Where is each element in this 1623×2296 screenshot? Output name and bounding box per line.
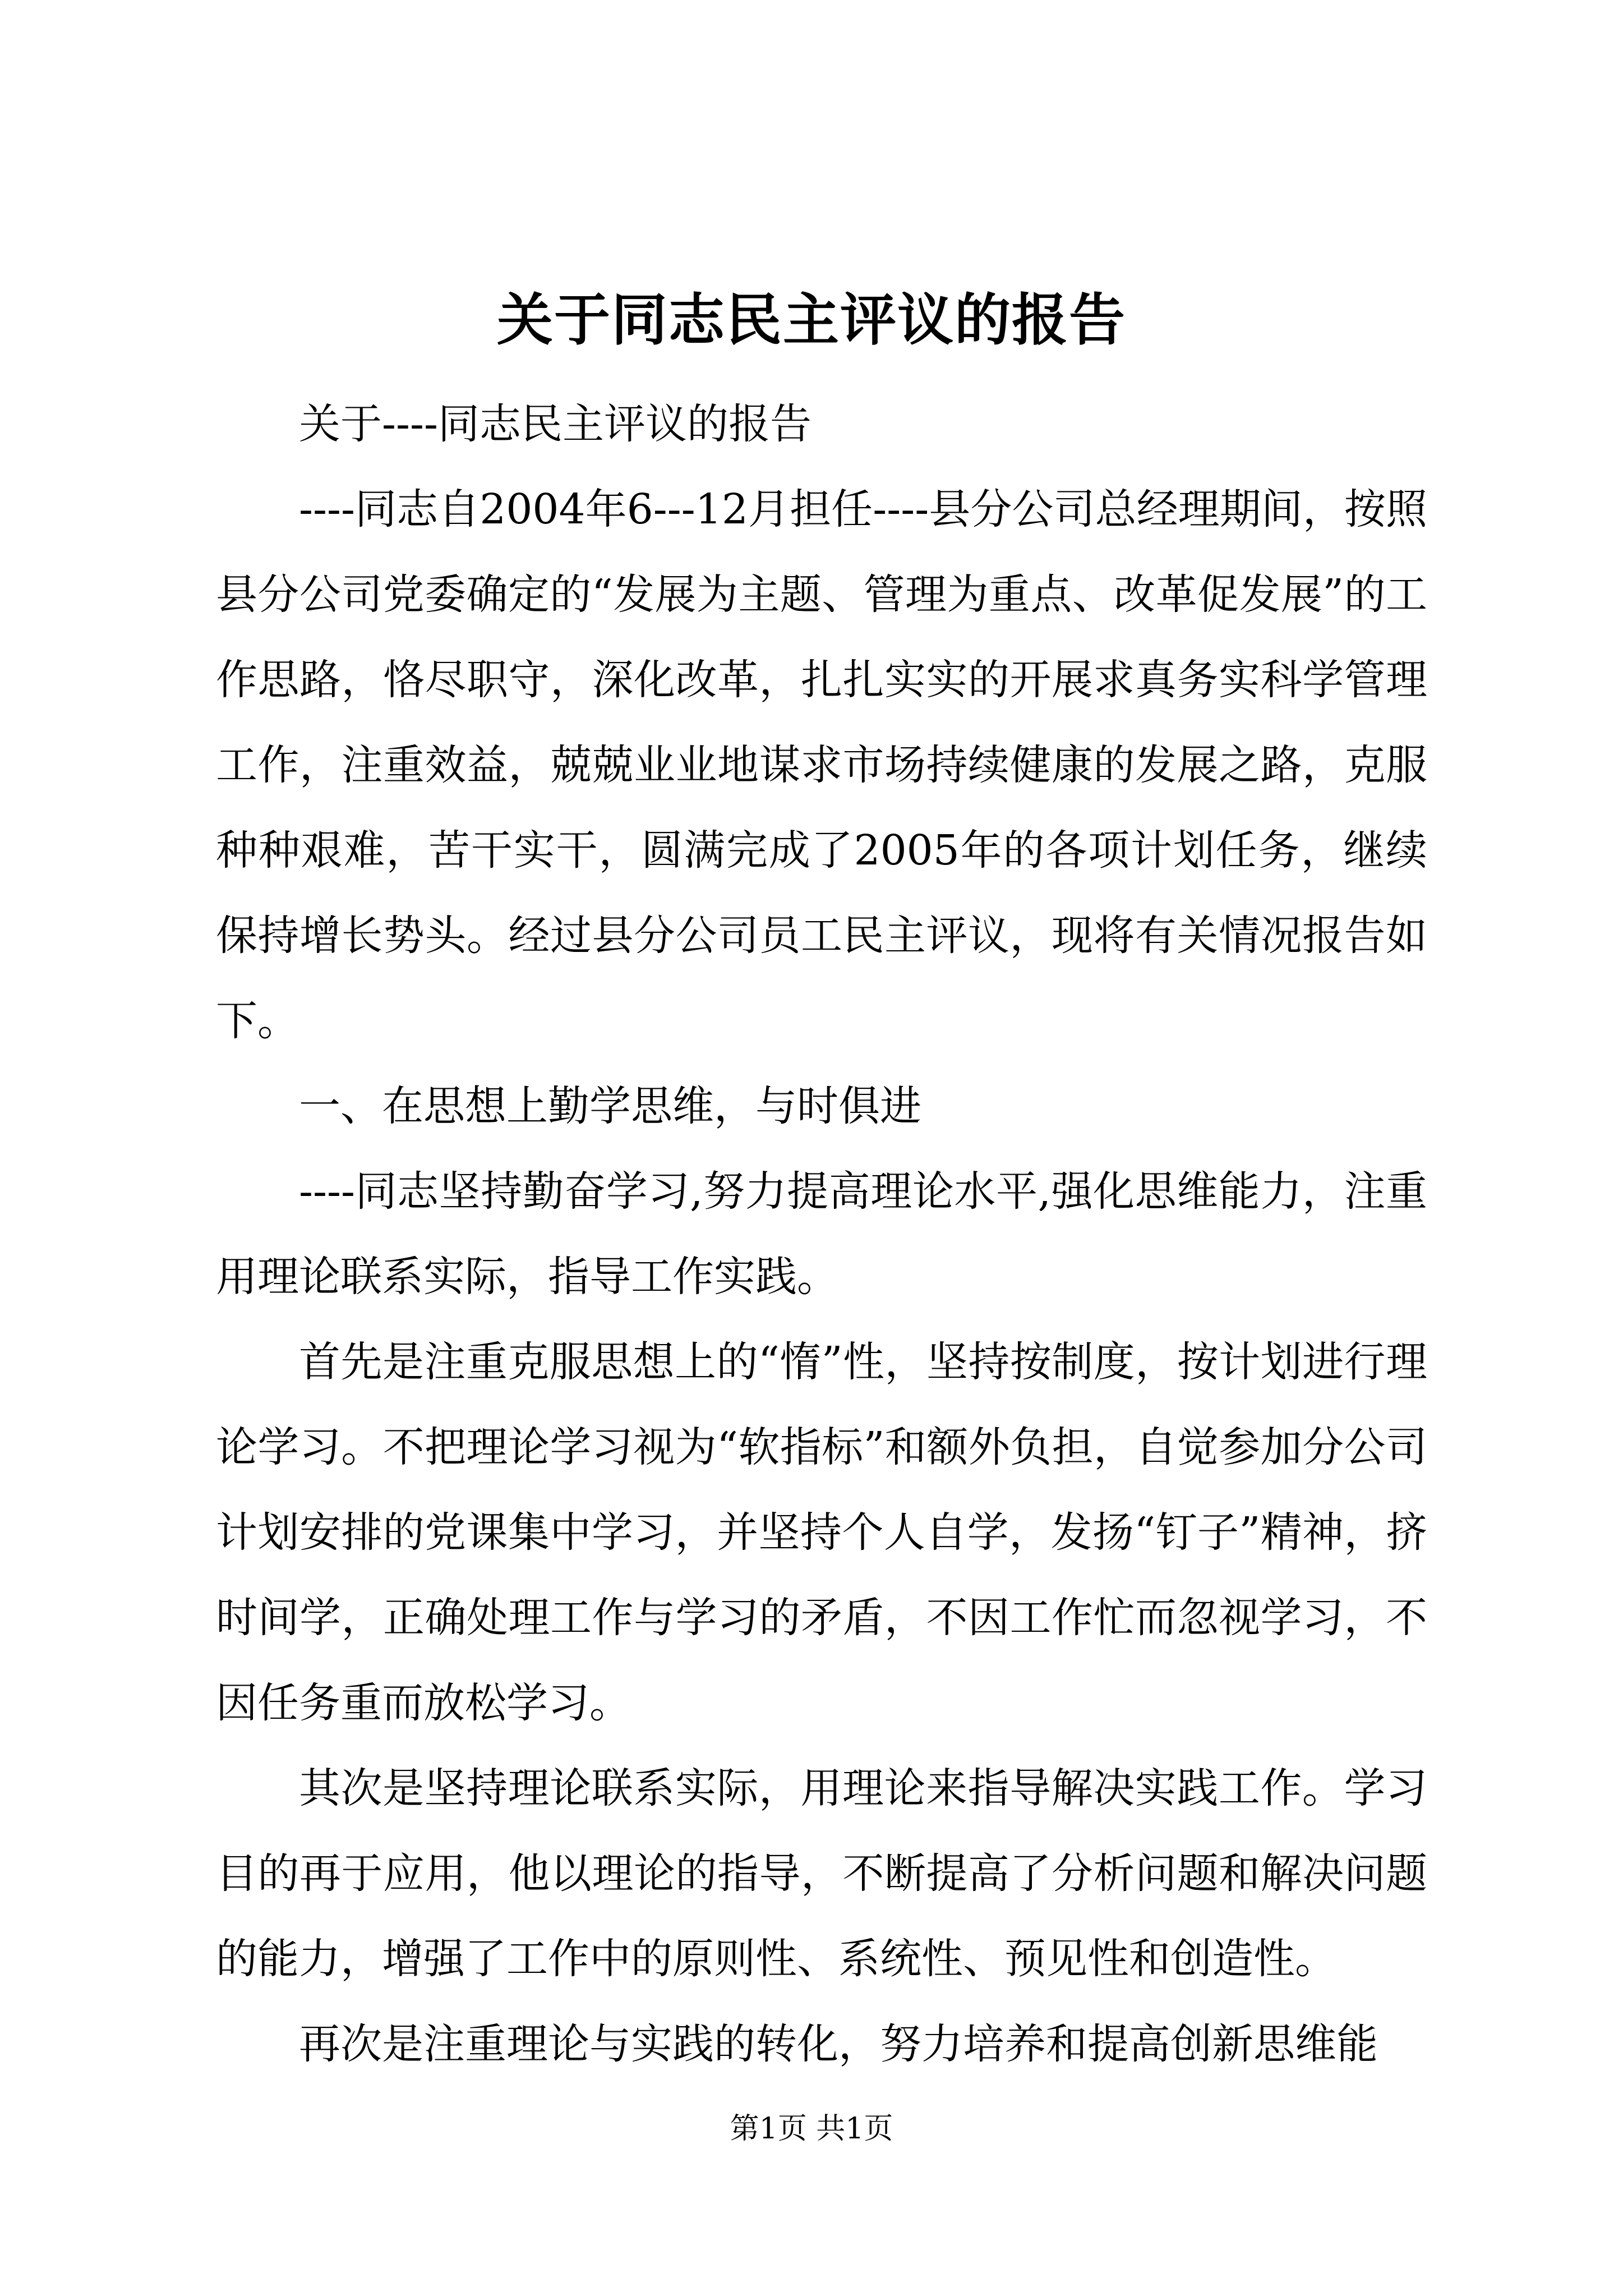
document-title: 关于同志民主评议的报告 <box>497 287 1126 353</box>
paragraph-section-1-summary: ----同志坚持勤奋学习,努力提高理论水平,强化思维能力，注重用理论联系实际，指导工作实践。 <box>216 1167 1427 1301</box>
paragraph-intro: ----同志自2004年6---12月担任----县分公司总经理期间，按照县分公司党委确定的“发展为主题、管理为重点、改革促发展”的工作思路，恪尽职守，深化改革，扎扎实实的开展求真务实科学管理工作，注重效益，兢兢业业地谋求市场持续健康的发展之路，克服种种艰难，苦干实干，圆满完成了2005年的各项计划任务，继续保持增长势头。经过县分公司员工民主评议，现将有关情况报告如下。 <box>216 485 1427 1045</box>
paragraph-subtitle: 关于----同志民主评议的报告 <box>299 400 812 448</box>
paragraph-first-point: 首先是注重克服思想上的“惰”性，坚持按制度，按计划进行理论学习。不把理论学习视为“软指标”和额外负担，自觉参加分公司计划安排的党课集中学习，并坚持个人自学，发扬“钉子”精神，挤时间学，正确处理工作与学习的矛盾，不因工作忙而忽视学习，不因任务重而放松学习。 <box>216 1338 1427 1727</box>
page-footer: 第1页 共1页 <box>730 2112 893 2146</box>
paragraph-second-point: 其次是坚持理论联系实际，用理论来指导解决实践工作。学习目的再于应用，他以理论的指导，不断提高了分析问题和解决问题的能力，增强了工作中的原则性、系统性、预见性和创造性。 <box>216 1764 1427 1983</box>
section-heading-1: 一、在思想上勤学思维，与时俱进 <box>299 1082 921 1130</box>
document-body <box>216 381 1427 2087</box>
paragraph-third-point: 再次是注重理论与实践的转化，努力培养和提高创新思维能 <box>299 2020 1378 2068</box>
